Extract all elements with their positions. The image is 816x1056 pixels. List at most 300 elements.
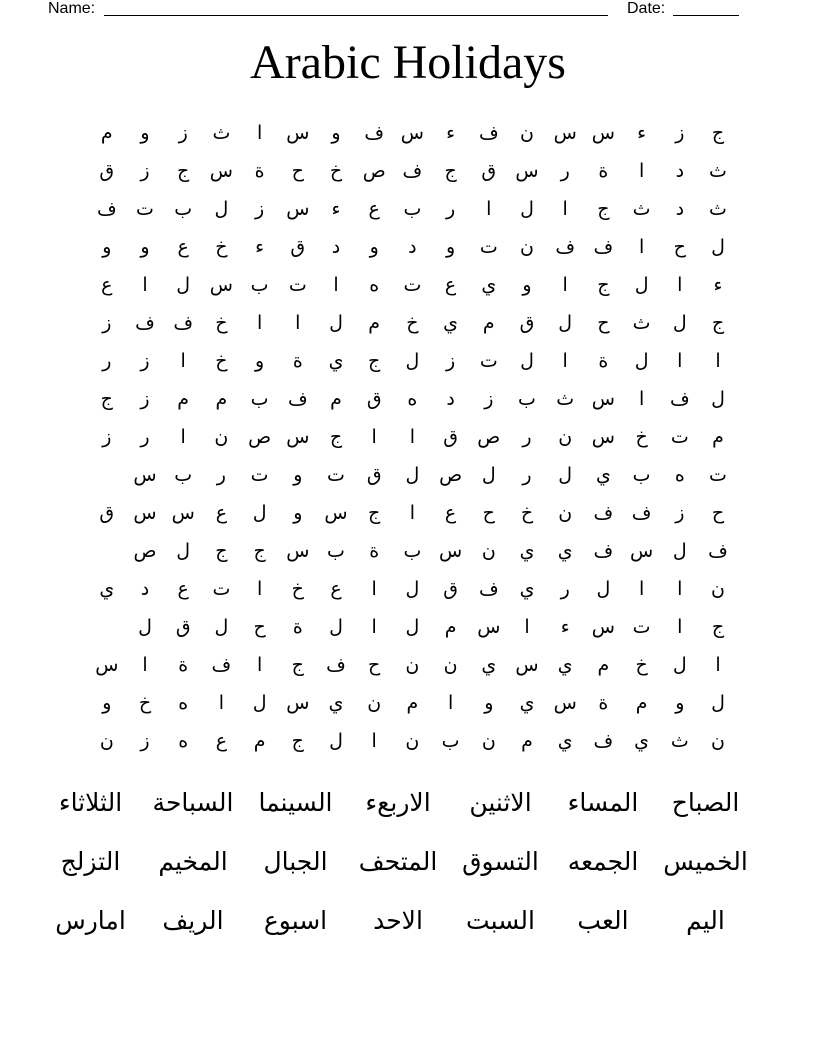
grid-letter: ف [326,654,346,676]
grid-letter: ة [598,160,609,182]
grid-letter: ء [560,616,570,638]
grid-letter: ج [329,426,343,448]
grid-letter: ث [556,388,575,410]
grid-letter: ج [253,540,266,562]
grid-letter: ن [558,426,573,448]
grid-letter: س [515,654,539,676]
grid-letter: ل [558,312,573,334]
grid-letter: ف [211,654,232,676]
grid-letter: ف [708,540,728,562]
grid-letter: ز [675,122,685,144]
grid-letter: ف [364,122,385,144]
grid-letter: ل [405,350,420,372]
grid-letter: س [324,502,348,524]
grid-letter: ا [371,578,377,600]
grid-letter: ء [331,198,341,220]
word-bank-item: الاربعء [365,788,431,817]
grid-letter: ن [520,236,534,258]
grid-letter: ي [595,464,611,486]
grid-letter: ل [252,502,267,524]
grid-letter: ب [441,730,460,752]
grid-letter: ل [520,350,534,372]
grid-letter: ب [250,388,269,410]
grid-letter: م [253,730,266,752]
grid-letter: ت [479,350,498,372]
grid-letter: خ [215,312,228,334]
grid-letter: ن [481,730,496,752]
word-bank-item: امارس [55,906,126,935]
grid-letter: ق [481,160,497,182]
grid-letter: ت [327,464,345,486]
grid-letter: ص [362,160,386,182]
word-bank-item: الثلاثاء [58,788,123,817]
grid-letter: ص [477,426,501,448]
grid-letter: خ [291,578,304,600]
grid-letter: ل [405,578,420,600]
grid-letter: ا [677,578,683,600]
grid-letter: ي [481,654,497,676]
grid-letter: و [522,274,532,296]
name-blank-line [104,15,608,16]
grid-letter: س [286,692,310,714]
grid-letter: ن [99,730,114,752]
grid-letter: م [444,616,457,638]
word-bank-item: اسبوع [263,906,328,935]
grid-row [85,304,735,342]
word-bank-item: الجبال [263,847,328,876]
grid-letter: خ [406,312,419,334]
grid-letter: س [438,540,463,562]
grid-row [85,456,735,494]
grid-row [85,722,735,760]
grid-letter: م [177,388,190,410]
grid-letter: ب [250,274,269,296]
grid-letter: ة [369,540,380,562]
grid-letter: ح [253,616,266,638]
grid-letter: س [95,654,119,676]
grid-letter: ل [558,464,573,486]
grid-letter: ت [479,236,498,258]
grid-letter: س [629,540,654,562]
word-bank-item: المخيم [158,847,228,876]
grid-letter: ا [715,350,721,372]
grid-letter: ج [368,502,381,524]
grid-letter: م [597,654,610,676]
grid-letter: ج [100,388,113,410]
grid-letter: و [446,236,456,258]
word-bank-row [40,896,756,946]
grid-letter: ج [597,198,610,220]
grid-letter: ج [711,122,725,144]
grid-letter: ث [632,312,651,334]
grid-letter: ص [248,426,272,448]
grid-letter: ز [140,730,150,752]
grid-letter: ق [366,464,382,486]
grid-letter: ز [484,388,494,410]
grid-letter: م [635,692,648,714]
grid-letter: ر [216,464,226,486]
grid-letter: خ [329,160,343,182]
grid-letter: ن [405,654,420,676]
word-bank-item: الاثنين [469,788,532,817]
grid-letter: س [209,160,233,182]
grid-letter: ء [255,236,265,258]
grid-letter: ج [291,730,304,752]
grid-letter: ت [632,616,651,638]
word-bank-item: الجمعه [567,847,639,876]
grid-letter: ر [560,578,570,600]
grid-letter: ث [212,122,231,144]
grid-row [85,190,735,228]
grid-letter: ل [634,274,649,296]
grid-letter: ن [214,426,229,448]
grid-letter: ل [138,616,152,638]
grid-letter: ا [638,578,645,600]
grid-letter: ل [672,540,687,562]
grid-letter: ء [446,122,456,144]
grid-letter: ن [405,730,420,752]
grid-letter: ج [215,540,228,562]
grid-letter: ة [254,160,265,182]
grid-letter: ف [631,502,652,524]
grid-letter: ق [443,578,458,600]
grid-letter: م [712,426,724,448]
grid-letter: س [133,464,157,486]
grid-letter: ل [329,312,343,334]
grid-letter: ف [593,540,614,562]
grid-letter: ة [292,616,303,638]
grid-letter: ع [444,274,457,296]
grid-row [85,570,735,608]
grid-letter: ا [677,350,683,372]
grid-letter: ي [481,274,497,296]
grid-letter: م [100,122,113,144]
grid-letter: ل [405,616,420,638]
grid-letter: و [140,122,150,144]
grid-letter: س [591,388,615,410]
grid-letter: و [293,502,303,524]
grid-row [85,684,735,722]
header [48,0,748,20]
grid-letter: ر [102,350,112,372]
grid-letter: خ [138,692,152,714]
grid-letter: و [293,464,303,486]
grid-letter: ا [256,312,263,334]
grid-letter: ة [598,350,609,372]
grid-letter: ب [403,198,422,220]
grid-letter: ث [709,160,727,182]
grid-letter: ق [99,502,115,524]
grid-letter: ه [674,464,685,486]
grid-letter: و [102,236,112,258]
grid-letter: ا [256,654,263,676]
grid-letter: خ [520,502,534,524]
grid-letter: ف [593,502,614,524]
grid-letter: ل [481,464,496,486]
word-bank-item: اليم [686,906,725,935]
grid-letter: ف [593,236,614,258]
grid-letter: ف [669,388,690,410]
grid-letter: ا [447,692,454,714]
grid-letter: ا [715,654,721,676]
grid-row [85,532,735,570]
grid-letter: ا [677,274,683,296]
grid-letter: ل [711,692,725,714]
grid-letter: ج [711,312,725,334]
grid-letter: خ [635,654,648,676]
grid-letter: ج [177,160,190,182]
grid-letter: ح [291,160,304,182]
grid-letter: ز [102,426,112,448]
grid-letter: ب [174,198,193,220]
grid-letter: ز [140,160,150,182]
grid-letter: ا [677,616,683,638]
grid-letter: ز [675,502,685,524]
grid-letter: ر [522,426,532,448]
grid-letter: ب [518,388,536,410]
grid-letter: ل [405,464,420,486]
grid-letter: ر [560,160,570,182]
grid-letter: ف [402,160,423,182]
grid-letter: ع [215,502,228,524]
grid-letter: ل [329,616,343,638]
grid-letter: ا [409,502,416,524]
grid-letter: ث [709,198,727,220]
grid-letter: ا [371,730,377,752]
grid-letter: ح [597,312,610,334]
grid-letter: س [286,426,310,448]
grid-letter: س [591,426,615,448]
grid-letter: ع [330,578,342,600]
grid-letter: ق [366,388,382,410]
grid-letter: و [369,236,379,258]
grid-letter: س [133,502,157,524]
grid-letter: ق [443,426,458,448]
grid-letter: ل [176,540,191,562]
grid-letter: س [171,502,195,524]
grid-letter: س [515,160,539,182]
grid-letter: ف [135,312,155,334]
date-label: Date: [627,0,666,17]
grid-letter: ي [557,654,573,676]
grid-letter: ج [444,160,457,182]
grid-letter: س [286,540,310,562]
grid-letter: ق [99,160,115,182]
grid-letter: ي [634,730,650,752]
grid-letter: د [331,236,341,258]
grid-letter: ل [329,730,343,752]
grid-letter: ا [218,692,225,714]
grid-letter: ء [713,274,723,296]
grid-letter: ن [481,540,496,562]
grid-letter: ف [555,236,576,258]
grid-letter: ا [333,274,339,296]
grid-row [85,608,735,646]
grid-letter: س [286,198,310,220]
grid-letter: ف [96,198,117,220]
grid-letter: ن [520,122,534,144]
grid-letter: ا [486,198,492,220]
grid-letter: م [368,312,381,334]
grid-letter: ز [446,350,456,372]
grid-letter: ز [178,122,188,144]
grid-letter: س [209,274,233,296]
grid-letter: و [140,236,150,258]
grid-letter: ج [597,274,610,296]
word-bank-item: المساء [567,788,639,817]
grid-letter: ت [403,274,422,296]
grid-row [85,228,735,266]
grid-letter: ي [557,540,573,562]
grid-letter: ي [99,578,115,600]
grid-letter: ا [638,160,645,182]
grid-letter: ف [287,388,308,410]
grid-letter: ز [102,312,112,334]
grid-row [85,380,735,418]
grid-letter: ة [292,350,303,372]
grid-letter: س [477,616,501,638]
grid-letter: ل [711,388,725,410]
grid-letter: ن [711,730,725,752]
grid-letter: ج [368,350,381,372]
grid-letter: ف [173,312,194,334]
grid-letter: ن [367,692,382,714]
grid-letter: ت [136,198,154,220]
grid-letter: ع [444,502,457,524]
grid-letter: ل [214,616,229,638]
grid-letter: ه [407,388,418,410]
grid-letter: ع [177,236,189,258]
grid-letter: ه [369,274,380,296]
grid-letter: ق [175,616,191,638]
grid-letter: ن [443,654,458,676]
grid-letter: و [675,692,685,714]
grid-letter: ص [439,464,463,486]
grid-letter: ي [519,692,535,714]
grid-letter: د [140,578,150,600]
grid-letter: ن [711,578,725,600]
grid-letter: د [675,160,685,182]
grid-letter: و [484,692,494,714]
grid-letter: ا [256,578,263,600]
grid-row [85,494,735,532]
grid-row [85,266,735,304]
grid-letter: ن [558,502,573,524]
grid-letter: ث [632,198,651,220]
grid-letter: ة [598,692,609,714]
grid-letter: ا [256,122,263,144]
grid-letter: ح [673,236,686,258]
grid-letter: ف [478,578,499,600]
grid-letter: ف [478,122,499,144]
word-bank-item: الريف [162,906,224,935]
grid-letter: س [553,692,577,714]
grid-letter: خ [215,236,228,258]
grid-letter: ز [140,350,150,372]
grid-letter: ة [178,654,189,676]
word-bank-item: الخميس [663,847,748,876]
grid-letter: ل [672,654,687,676]
grid-letter: خ [215,350,228,372]
word-search-grid [85,114,735,760]
grid-letter: س [591,122,615,144]
grid-letter: ح [368,654,381,676]
grid-letter: س [591,616,615,638]
word-bank-item: الصباح [671,788,740,817]
grid-letter: ت [288,274,307,296]
grid-letter: ب [403,540,422,562]
grid-letter: ب [174,464,193,486]
grid-letter: ا [524,616,530,638]
grid-letter: ز [140,388,150,410]
grid-letter: ا [371,426,377,448]
grid-letter: ل [672,312,687,334]
grid-letter: ا [180,426,186,448]
grid-row [85,114,735,152]
grid-letter: ا [180,350,186,372]
grid-letter: م [406,692,419,714]
grid-letter: د [446,388,455,410]
grid-letter: س [400,122,424,144]
grid-letter: ا [562,274,568,296]
word-bank-item: السباحة [152,788,234,817]
grid-letter: ي [328,692,344,714]
name-label: Name: [48,0,96,17]
word-bank-item: التسوق [462,847,539,876]
grid-letter: ا [295,312,301,334]
grid-row [85,152,735,190]
grid-letter: خ [635,426,648,448]
grid-letter: ه [178,730,189,752]
grid-letter: ي [519,578,535,600]
grid-letter: ل [634,350,649,372]
grid-letter: ج [711,616,725,638]
word-bank-item: المتحف [358,847,438,876]
grid-letter: د [675,198,685,220]
grid-letter: ت [670,426,689,448]
grid-letter: ع [177,578,189,600]
grid-letter: ي [519,540,535,562]
grid-letter: ل [252,692,267,714]
word-bank-item: العب [577,906,629,935]
grid-letter: ف [593,730,614,752]
grid-letter: و [102,692,112,714]
grid-letter: س [553,122,577,144]
grid-letter: ء [637,122,647,144]
grid-letter: و [255,350,265,372]
grid-letter: ب [327,540,345,562]
grid-letter: د [408,236,417,258]
grid-letter: ا [562,350,568,372]
grid-letter: م [482,312,495,334]
grid-letter: ل [520,198,534,220]
grid-letter: م [330,388,342,410]
grid-letter: ق [519,312,535,334]
grid-letter: ز [255,198,265,220]
word-bank-item: الاحد [373,906,423,935]
grid-letter: ر [522,464,532,486]
page-title: Arabic Holidays [250,36,566,89]
grid-letter: م [215,388,228,410]
grid-letter: ص [133,540,157,562]
grid-letter: ق [290,236,306,258]
grid-letter: ا [142,654,148,676]
word-bank-item: السينما [258,788,333,817]
word-bank-row [40,778,756,828]
grid-letter: ت [250,464,269,486]
grid-letter: ه [178,692,189,714]
grid-letter: ت [709,464,727,486]
